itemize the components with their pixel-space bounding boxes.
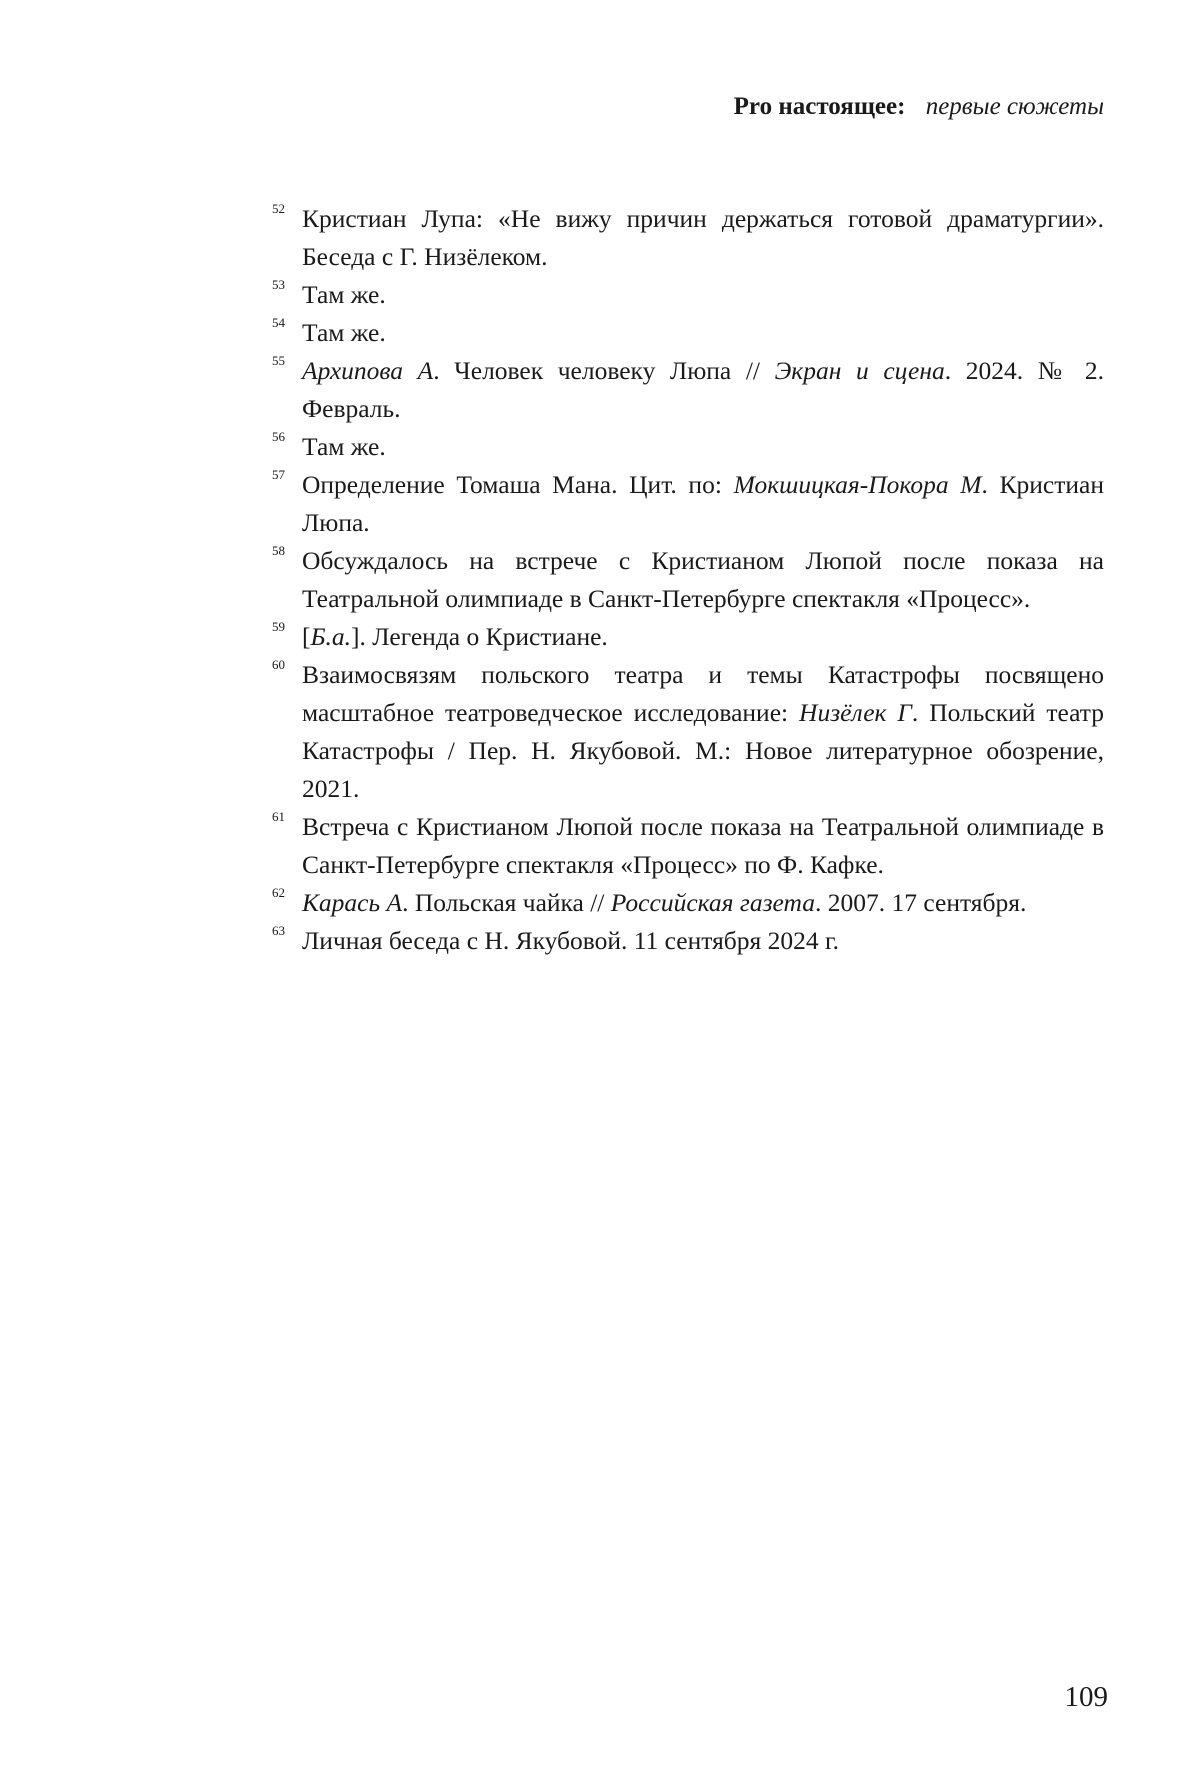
- footnote-text: Встреча с Кристианом Люпой после показа на Театральной олимпиаде в Санкт-Петербурге спектакля «Процесс» по Ф. Кафке.: [302, 812, 1104, 879]
- running-header-title: Pro настоящее:: [734, 93, 906, 120]
- footnote-text: . 2024. № 2. Февраль.: [302, 356, 1104, 423]
- footnote-61: [272, 808, 1104, 884]
- footnote-number: 52: [272, 201, 285, 217]
- footnote-63: [272, 922, 1104, 960]
- footnote-text: Там же.: [302, 280, 386, 309]
- footnote-52: [272, 200, 1104, 276]
- footnote-54: [272, 314, 1104, 352]
- footnote-italic-text: Б.а.: [311, 622, 352, 651]
- footnote-57: [272, 466, 1104, 542]
- footnote-text: . Кристиан Люпа.: [302, 470, 1104, 537]
- footnote-text: . Человек человеку Люпа //: [433, 356, 774, 385]
- footnote-number: 62: [272, 885, 285, 901]
- footnote-text: Там же.: [302, 432, 386, 461]
- footnote-59: [272, 618, 1104, 656]
- footnote-number: 63: [272, 923, 285, 939]
- footnote-italic-text: Российская газета: [611, 888, 815, 917]
- footnote-number: 53: [272, 277, 285, 293]
- footnote-number: 58: [272, 543, 285, 559]
- footnote-number: 60: [272, 657, 285, 673]
- footnote-number: 54: [272, 315, 285, 331]
- footnote-italic-text: Экран и сцена: [775, 356, 945, 385]
- footnote-58: [272, 542, 1104, 618]
- footnote-italic-text: Мокшицкая-Покора М: [734, 470, 982, 499]
- footnote-text: Кристиан Лупа: «Не вижу причин держаться готовой драматургии». Беседа с Г. Низёлеком.: [302, 204, 1104, 271]
- footnote-number: 55: [272, 353, 285, 369]
- footnote-60: [272, 656, 1104, 808]
- footnote-text: Личная беседа с Н. Якубовой. 11 сентября 2024 г.: [302, 926, 839, 955]
- footnote-text: . 2007. 17 сентября.: [815, 888, 1026, 917]
- footnote-text: Определение Томаша Мана. Цит. по:: [302, 470, 734, 499]
- footnote-number: 59: [272, 619, 285, 635]
- footnote-text: Обсуждалось на встрече с Кристианом Люпой после показа на Театральной олимпиаде в Санкт-Петербурге спектакля «Процесс».: [302, 546, 1104, 613]
- footnote-55: [272, 352, 1104, 428]
- footnote-number: 57: [272, 467, 285, 483]
- footnote-italic-text: Низёлек Г: [799, 698, 912, 727]
- footnote-62: [272, 884, 1104, 922]
- footnote-text: Взаимосвязям польского театра и темы Катастрофы посвящено масштабное театроведческое исследование:: [302, 660, 1104, 727]
- footnote-text: ]. Легенда о Кристиане.: [351, 622, 608, 651]
- footnote-number: 61: [272, 809, 285, 825]
- footnote-italic-text: Архипова А: [302, 356, 433, 385]
- running-header-subtitle: первые сюжеты: [926, 93, 1104, 120]
- running-header: [734, 92, 1104, 122]
- footnote-text: . Польская чайка //: [402, 888, 611, 917]
- footnote-italic-text: Карась А: [302, 888, 402, 917]
- footnote-text: . Польский театр Катастрофы / Пер. Н. Якубовой. М.: Новое литературное обозрение, 2021.: [302, 698, 1104, 803]
- footnote-56: [272, 428, 1104, 466]
- footnotes-list: [272, 200, 1104, 960]
- footnote-number: 56: [272, 429, 285, 445]
- footnote-text: [: [302, 622, 311, 651]
- footnote-53: [272, 276, 1104, 314]
- footnote-text: Там же.: [302, 318, 386, 347]
- page-number: 109: [1065, 1680, 1109, 1714]
